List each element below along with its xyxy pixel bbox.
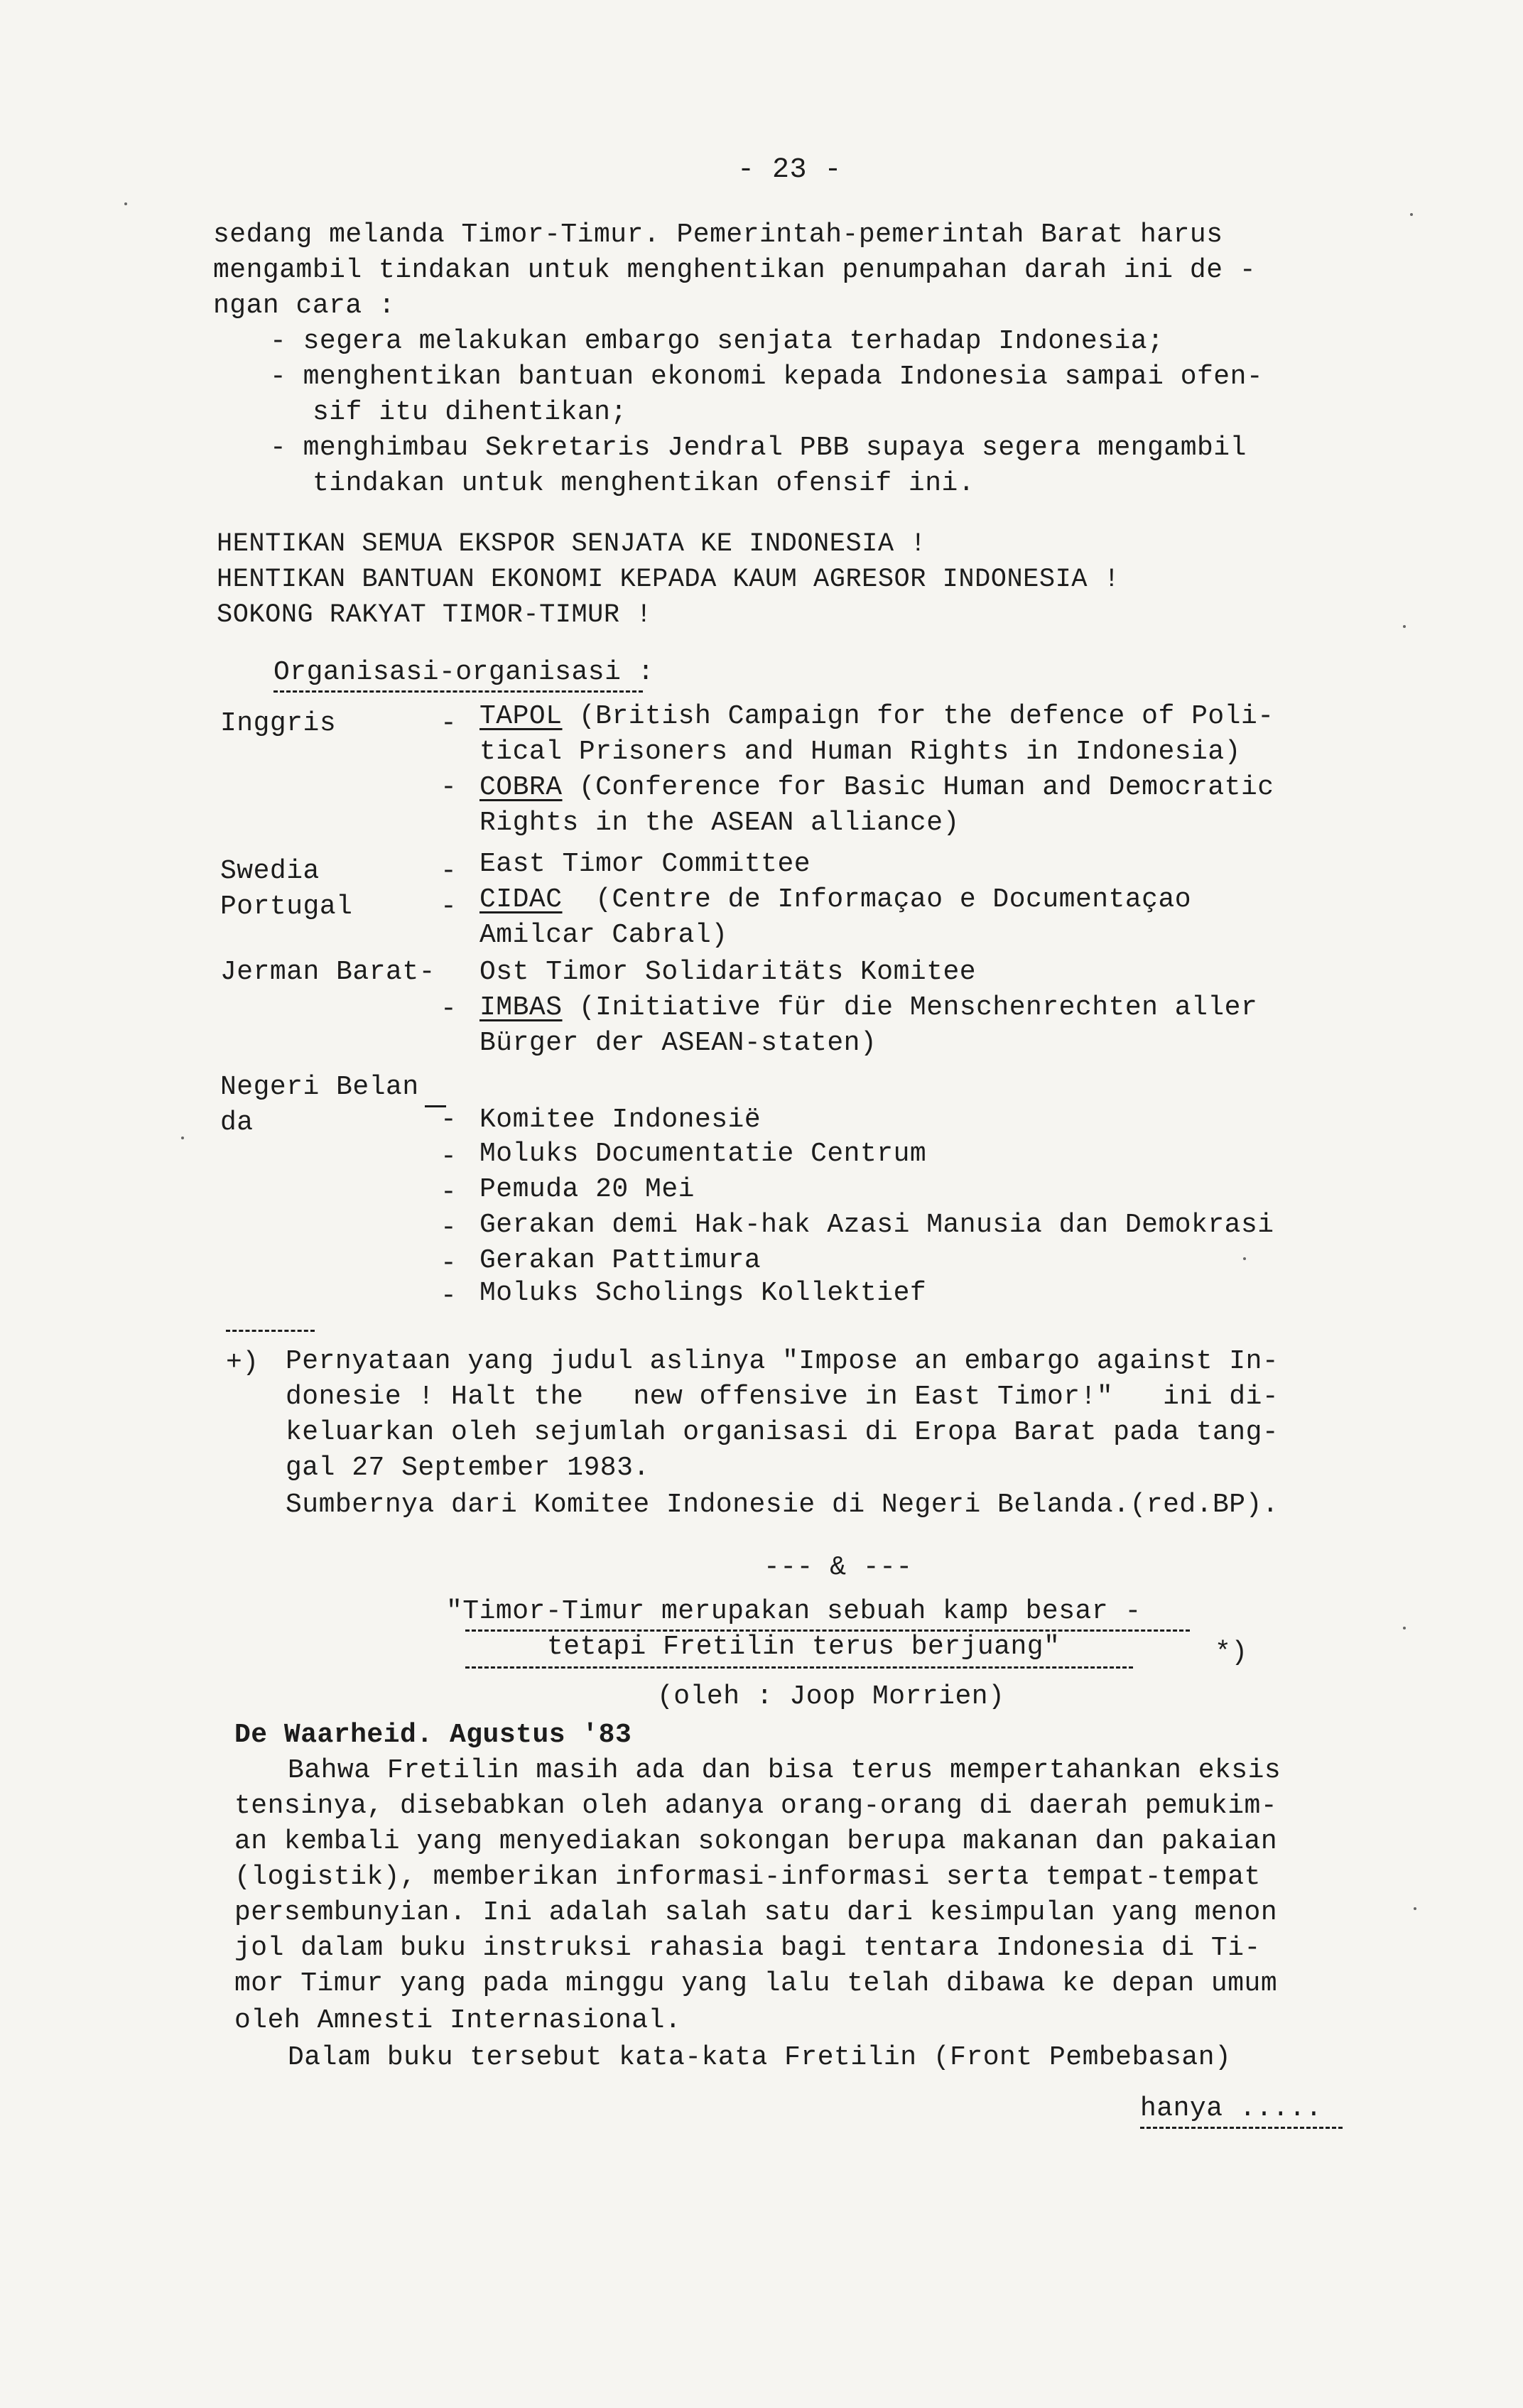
demand-item: sif itu dihentikan;	[313, 397, 627, 428]
dash: -	[440, 1177, 457, 1208]
article-line: mor Timur yang pada minggu yang lalu telah dibawa ke depan umum	[234, 1968, 1278, 1999]
org-acronym-imbas: IMBAS	[479, 992, 563, 1023]
article-line: jol dalam buku instruksi rahasia bagi tentara Indonesia di Ti-	[234, 1933, 1261, 1963]
dash: -	[440, 1248, 457, 1279]
article-author: (oleh : Joop Morrien)	[657, 1681, 1005, 1712]
org-acronym-cidac: CIDAC	[479, 884, 563, 915]
intro-line: ngan cara :	[213, 291, 396, 321]
org-entry: Pemuda 20 Mei	[479, 1174, 695, 1205]
org-desc: (Conference for Basic Human and Democratic	[562, 772, 1274, 803]
org-desc-cont: Amilcar Cabral)	[479, 920, 728, 950]
country-inggris: Inggris	[220, 708, 337, 739]
scan-speck	[181, 1137, 184, 1139]
intro-line: sedang melanda Timor-Timur. Pemerintah-pemerintah Barat harus	[213, 219, 1223, 250]
scan-speck	[1410, 213, 1413, 216]
org-entry: Komitee Indonesië	[479, 1105, 762, 1135]
country-jerman-barat: Jerman Barat-	[220, 957, 435, 987]
slogan: HENTIKAN SEMUA EKSPOR SENJATA KE INDONESIA !	[217, 529, 926, 559]
dash: -	[440, 1141, 457, 1172]
org-entry: Moluks Scholings Kollektief	[479, 1278, 927, 1308]
org-desc: (British Campaign for the defence of Poli-	[562, 701, 1274, 732]
article-source: De Waarheid. Agustus '83	[234, 1720, 632, 1750]
dash: -	[440, 1213, 457, 1243]
organisations-heading: Organisasi-organisasi :	[273, 657, 654, 688]
dash: -	[440, 708, 457, 739]
article-line: persembunyian. Ini adalah salah satu dari kesimpulan yang menon	[234, 1897, 1278, 1928]
footnote-line: Pernyataan yang judul aslinya "Impose an embargo against In-	[286, 1346, 1279, 1377]
country-portugal: Portugal	[220, 891, 353, 922]
dash: -	[440, 856, 457, 886]
dash: -	[440, 994, 457, 1024]
org-entry-cobra	[479, 774, 1274, 801]
article-line: tensinya, disebabkan oleh adanya orang-orang di daerah pemukim-	[234, 1791, 1278, 1821]
country-swedia: Swedia	[220, 856, 320, 886]
demand-item: tindakan untuk menghentikan ofensif ini.	[313, 468, 975, 499]
section-divider: --- & ---	[764, 1552, 913, 1583]
article-line: Dalam buku tersebut kata-kata Fretilin (Front Pembebasan)	[288, 2042, 1232, 2073]
footnote-marker: +)	[226, 1347, 259, 1378]
footnote-line: donesie ! Halt the new offensive in East Timor!" ini di-	[286, 1382, 1279, 1412]
continuation-underline	[1140, 2127, 1343, 2129]
intro-line: mengambil tindakan untuk menghentikan penumpahan darah ini de -	[213, 255, 1257, 286]
dash: -	[440, 891, 457, 922]
org-acronym-tapol: TAPOL	[479, 701, 563, 732]
org-desc-cont: tical Prisoners and Human Rights in Indonesia)	[479, 737, 1241, 767]
org-entry: Gerakan Pattimura	[479, 1245, 762, 1276]
slogan: SOKONG RAKYAT TIMOR-TIMUR !	[217, 600, 652, 630]
page-number: - 23 -	[737, 154, 842, 186]
org-acronym-cobra: COBRA	[479, 772, 563, 803]
org-entry: Gerakan demi Hak-hak Azasi Manusia dan Demokrasi	[479, 1210, 1274, 1240]
article-line: (logistik), memberikan informasi-informasi serta tempat-tempat	[234, 1862, 1261, 1892]
footnote-separator	[226, 1330, 315, 1332]
scan-speck	[1243, 1257, 1246, 1260]
demand-item: - menghentikan bantuan ekonomi kepada Indonesia sampai ofen-	[270, 362, 1264, 392]
org-entry-tapol	[479, 703, 1274, 730]
org-entry: Moluks Documentatie Centrum	[479, 1139, 927, 1169]
article-title-cont: tetapi Fretilin terus berjuang"	[547, 1632, 1061, 1662]
footnote-line: Sumbernya dari Komitee Indonesie di Negeri Belanda.(red.BP).	[286, 1490, 1279, 1520]
article-line: oleh Amnesti Internasional.	[234, 2005, 682, 2036]
demand-item: - segera melakukan embargo senjata terhadap Indonesia;	[270, 326, 1164, 357]
heading-underline	[273, 690, 643, 693]
footnote-line: keluarkan oleh sejumlah organisasi di Eropa Barat pada tang-	[286, 1417, 1279, 1448]
dash: -	[440, 1281, 457, 1311]
scan-speck	[1403, 1627, 1406, 1629]
scan-speck	[1403, 625, 1406, 628]
org-entry-imbas	[479, 994, 1257, 1021]
org-desc: (Initiative für die Menschenrechten aller	[562, 992, 1258, 1023]
article-line: an kembali yang menyediakan sokongan berupa makanan dan pakaian	[234, 1826, 1278, 1857]
continuation-text: hanya .....	[1140, 2093, 1323, 2124]
title-underline	[465, 1666, 1133, 1669]
dash: -	[440, 772, 457, 803]
scan-speck	[1414, 1907, 1416, 1910]
country-belanda-cont: da	[220, 1107, 254, 1138]
org-desc-cont: Bürger der ASEAN-staten)	[479, 1028, 877, 1058]
article-title: "Timor-Timur merupakan sebuah kamp besar -	[446, 1596, 1142, 1627]
org-entry: East Timor Committee	[479, 849, 811, 879]
dash: -	[440, 1105, 457, 1135]
demand-item: - menghimbau Sekretaris Jendral PBB supaya segera mengambil	[270, 433, 1247, 463]
scan-speck	[124, 202, 127, 205]
article-line: Bahwa Fretilin masih ada dan bisa terus mempertahankan eksis	[288, 1755, 1281, 1786]
slogan: HENTIKAN BANTUAN EKONOMI KEPADA KAUM AGRESOR INDONESIA !	[217, 565, 1120, 595]
footnote-ref: *)	[1215, 1637, 1248, 1668]
org-desc-cont: Rights in the ASEAN alliance)	[479, 808, 960, 838]
footnote-line: gal 27 September 1983.	[286, 1453, 650, 1483]
org-entry: Ost Timor Solidaritäts Komitee	[479, 957, 977, 987]
org-entry-cidac	[479, 886, 1191, 913]
country-belanda: Negeri Belan	[220, 1072, 419, 1102]
org-desc: (Centre de Informaçao e Documentaçao	[562, 884, 1192, 915]
